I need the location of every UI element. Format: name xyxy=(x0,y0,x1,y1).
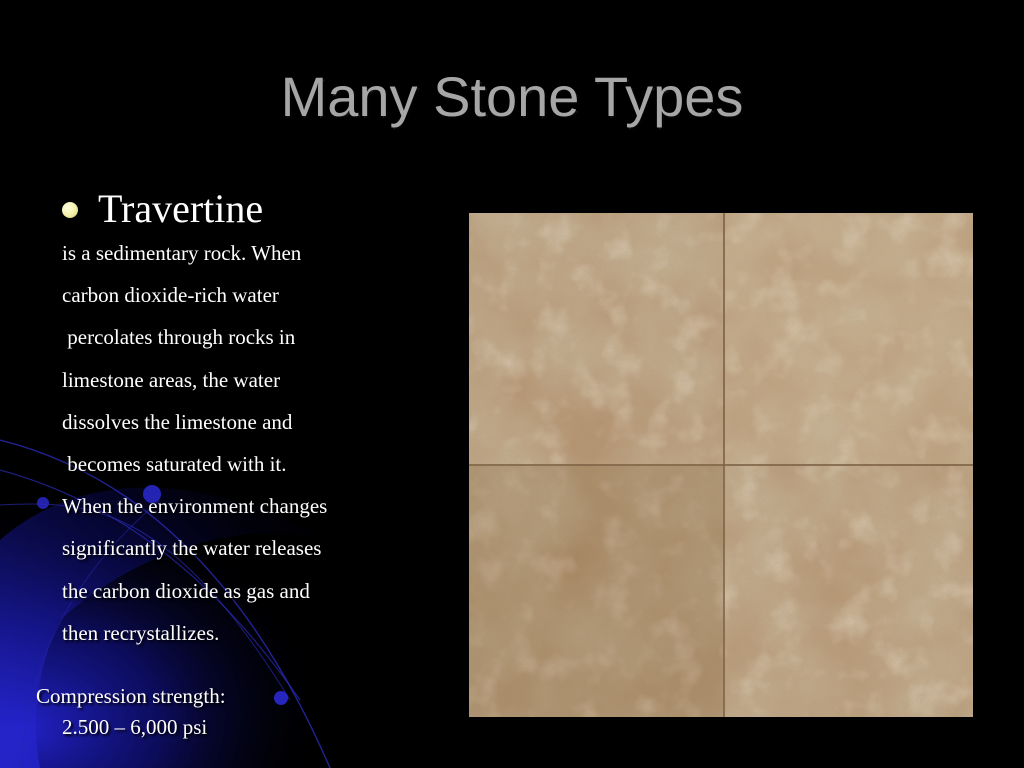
body-line: dissolves the limestone and xyxy=(62,409,293,434)
decor-dot-3 xyxy=(274,691,288,705)
compression-strength xyxy=(36,680,226,742)
body-line: the carbon dioxide as gas and xyxy=(62,578,310,603)
body-line: is a sedimentary rock. When xyxy=(62,241,302,265)
compression-label: Compression strength: xyxy=(36,684,226,708)
body-line: limestone areas, the water xyxy=(62,367,281,392)
compression-value: 2.500 – 6,000 psi xyxy=(62,715,208,739)
decor-dot-1 xyxy=(37,497,49,509)
tile-tint-top-right xyxy=(725,213,973,464)
bullet-heading xyxy=(62,184,263,232)
bullet-dot-icon xyxy=(62,202,78,218)
body-line: percolates through rocks in xyxy=(62,325,296,350)
body-line: carbon dioxide-rich water xyxy=(62,283,279,308)
body-text xyxy=(62,232,462,654)
bullet-heading-text: Travertine xyxy=(98,185,264,231)
body-line: becomes saturated with it. xyxy=(62,451,287,476)
body-line: When the environment changes xyxy=(62,494,328,519)
tile-tint-bottom-left xyxy=(469,466,723,717)
body-line: then recrystallizes. xyxy=(62,620,220,645)
travertine-tiles-image xyxy=(469,213,973,717)
slide-title: Many Stone Types xyxy=(280,65,744,128)
body-line: significantly the water releases xyxy=(62,536,322,561)
